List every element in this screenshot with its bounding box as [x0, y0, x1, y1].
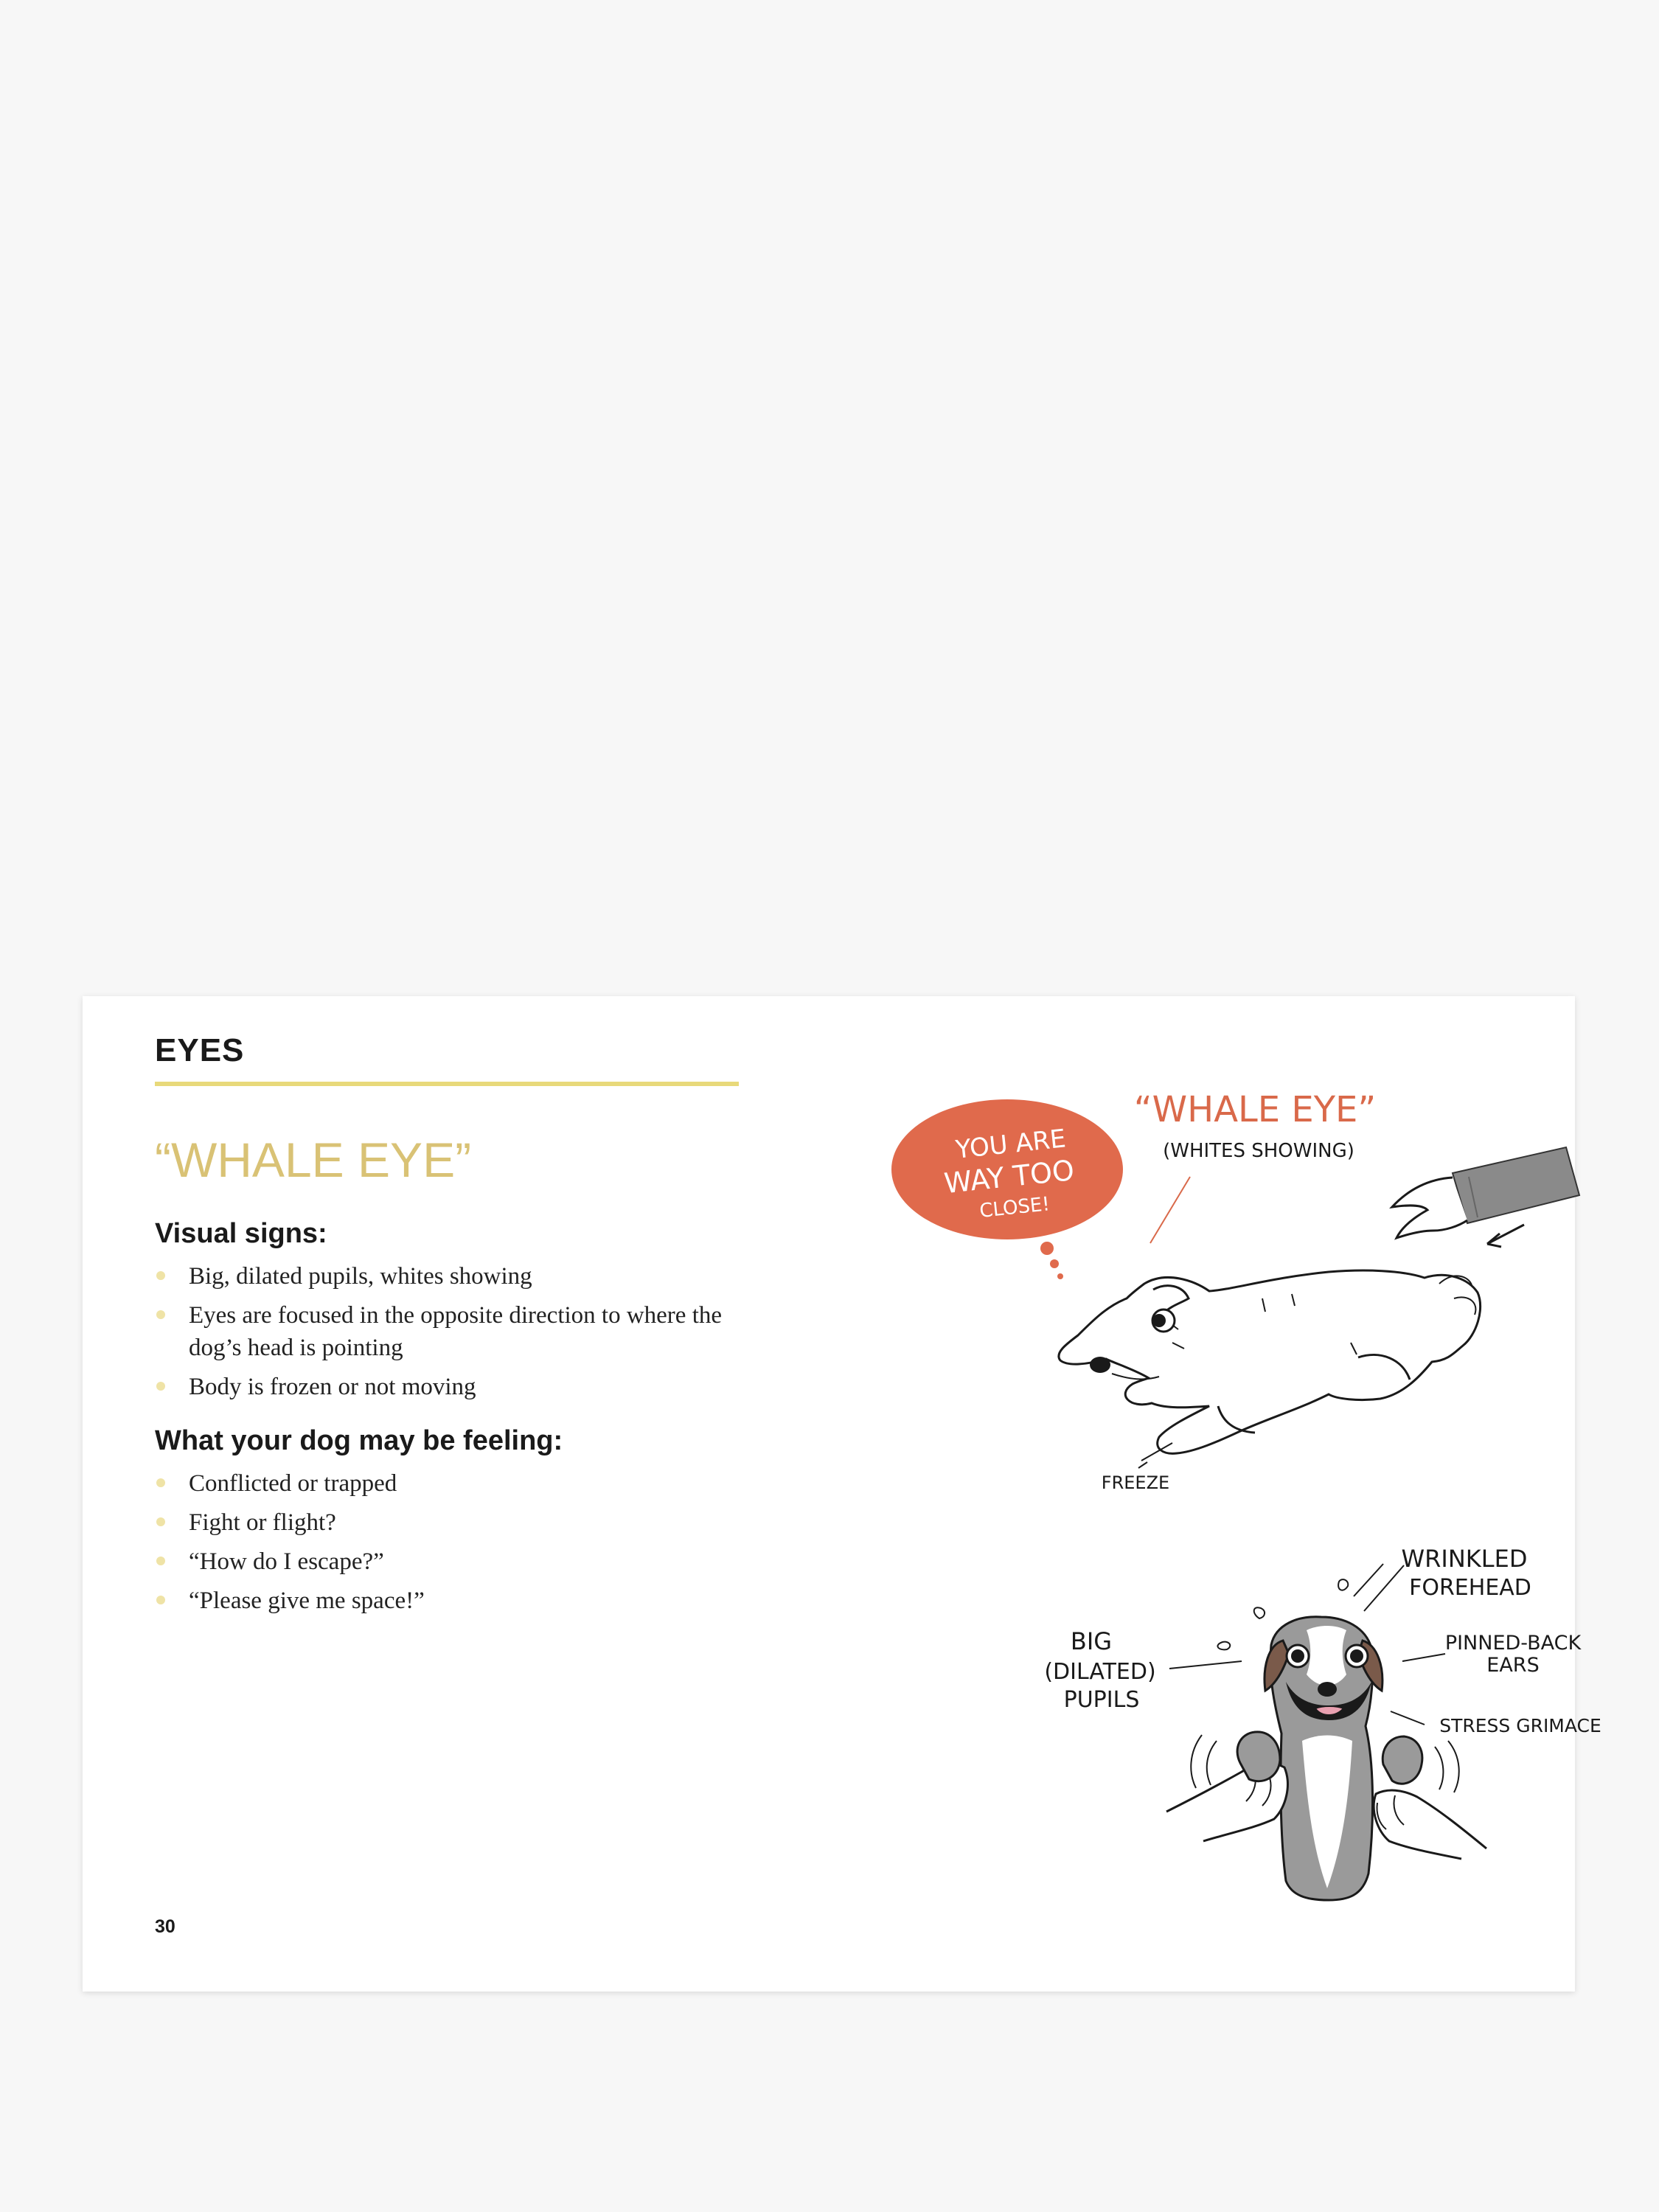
big-label-line2: (DILATED) [1044, 1659, 1156, 1685]
list-item: Fight or flight? [155, 1506, 749, 1539]
dog-nose-icon [1318, 1682, 1337, 1697]
wrinkled-label-line2: FOREHEAD [1409, 1575, 1531, 1601]
bullet-icon [156, 1271, 165, 1280]
big-label-line3: PUPILS [1063, 1687, 1140, 1713]
sweat-drop-icon [1338, 1579, 1348, 1590]
list-item: Big, dilated pupils, whites showing [155, 1260, 749, 1293]
speech-line-1: YOU ARE [954, 1124, 1068, 1165]
stressed-dog-illustration [1044, 1545, 1601, 1900]
speech-line-3: CLOSE! [978, 1193, 1051, 1222]
section-rule [155, 1082, 739, 1086]
text-column [155, 1033, 818, 1624]
section-label: EYES [155, 1032, 245, 1068]
ears-label-line1: PINNED-BACK [1444, 1632, 1582, 1655]
lying-dog-icon [1059, 1270, 1481, 1453]
dog-paw-icon [1382, 1736, 1422, 1784]
wrinkled-label-line1: WRINKLED [1401, 1545, 1528, 1573]
thought-dot-icon [1040, 1242, 1054, 1255]
bullet-icon [156, 1382, 165, 1391]
visual-signs-heading: Visual signs: [155, 1217, 327, 1249]
pointer-line [1150, 1177, 1190, 1243]
list-item: “How do I escape?” [155, 1545, 749, 1578]
freeze-label: FREEZE [1101, 1472, 1170, 1493]
list-item: “Please give me space!” [155, 1585, 749, 1617]
dog-nose-icon [1090, 1357, 1110, 1373]
grimace-label: STRESS GRIMACE [1439, 1715, 1601, 1736]
ears-label-line2: EARS [1486, 1654, 1540, 1677]
visual-signs-list [155, 1260, 818, 1403]
thought-dot-icon [1057, 1273, 1063, 1279]
page-number: 30 [155, 1916, 175, 1937]
page-headline: “WHALE EYE” [155, 1133, 472, 1188]
bullet-icon [156, 1596, 165, 1604]
feelings-list [155, 1467, 818, 1617]
list-item: Conflicted or trapped [155, 1467, 749, 1500]
sleeve-icon [1453, 1147, 1579, 1223]
whale-eye-title: “WHALE EYE” [1133, 1089, 1377, 1130]
sweat-drop-icon [1217, 1642, 1230, 1650]
bullet-icon [156, 1517, 165, 1526]
arrow-icon [1487, 1225, 1524, 1247]
holding-hand-icon [1374, 1790, 1486, 1859]
bullet-icon [156, 1557, 165, 1565]
feelings-heading: What your dog may be feeling: [155, 1425, 563, 1456]
dog-illustrations [820, 996, 1601, 1992]
bullet-icon [156, 1478, 165, 1487]
list-item: Eyes are focused in the opposite direction to where the dog’s head is pointing [155, 1299, 749, 1364]
whites-showing-subtitle: (WHITES SHOWING) [1163, 1140, 1354, 1162]
book-page [83, 996, 1601, 1992]
speech-line-2: WAY TOO [942, 1153, 1076, 1200]
big-label-line1: BIG [1070, 1627, 1113, 1655]
bullet-icon [156, 1310, 165, 1319]
whale-eye-dog-illustration [891, 1089, 1579, 1493]
sweat-drop-icon [1254, 1607, 1265, 1618]
thought-dot-icon [1050, 1259, 1059, 1268]
list-item: Body is frozen or not moving [155, 1371, 749, 1403]
